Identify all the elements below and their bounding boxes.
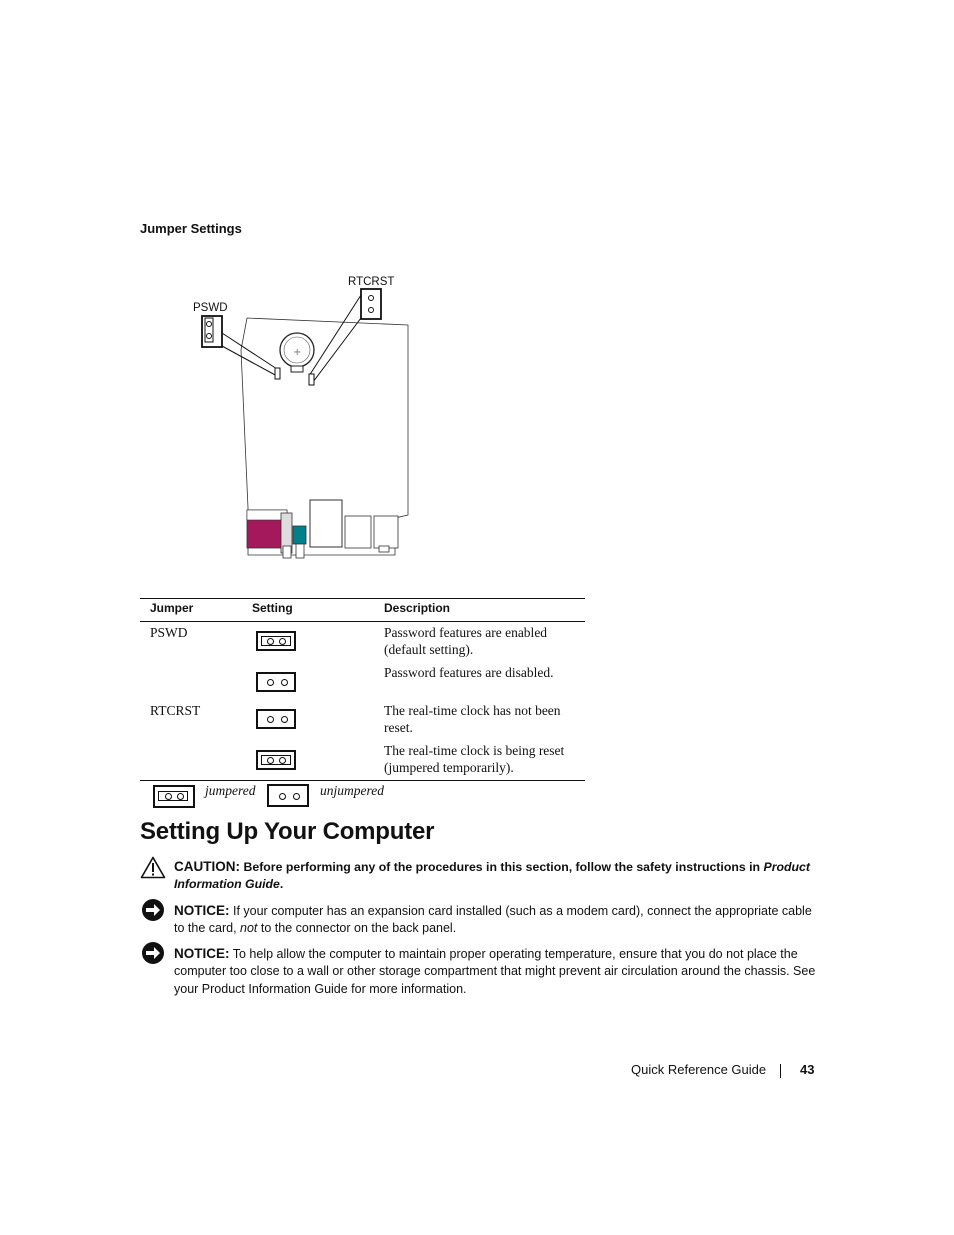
back-panel-connectors (247, 500, 398, 558)
notice-1-text: If your computer has an expansion card installed (such as a modem card), connect the appropriate cable to the card, (174, 904, 812, 936)
footer-guide-title: Quick Reference Guide (631, 1062, 767, 1077)
rtcrst-jumper-small (309, 374, 314, 385)
caution-lead: CAUTION: (174, 859, 240, 874)
jumper-diagram (185, 270, 425, 570)
notice-2-lead: NOTICE: (174, 946, 230, 961)
motherboard-illustration (185, 270, 425, 570)
header-description: Description (384, 601, 451, 615)
svg-text:+: + (293, 347, 302, 358)
legend-unjumpered-label: unjumpered (320, 783, 384, 798)
header-setting: Setting (252, 601, 293, 615)
row-3-jumper: RTCRST (150, 703, 201, 718)
rtcrst-label: RTCRST (348, 276, 395, 288)
notice-block-1 (174, 902, 819, 938)
row-4-description: The real-time clock is being reset (jumpered temporarily). (384, 743, 565, 775)
caution-icon (140, 856, 166, 879)
page-title: Setting Up Your Computer (140, 818, 435, 845)
notice-1-text-end: to the connector on the back panel. (260, 921, 457, 936)
unjumpered-icon (256, 672, 296, 692)
section-heading: Jumper Settings (140, 221, 242, 236)
notice-1-emphasis: not (240, 921, 258, 936)
header-jumper: Jumper (150, 601, 194, 615)
pswd-jumper-enlarged (202, 316, 222, 347)
caution-block (174, 858, 819, 894)
footer-separator (780, 1064, 781, 1078)
legend-jumpered-label: jumpered (205, 783, 256, 798)
pswd-label: PSWD (193, 302, 228, 314)
notice-1-lead: NOTICE: (174, 903, 230, 918)
notice-icon (141, 898, 165, 922)
caution-ref: Product (763, 860, 810, 874)
rtcrst-jumper-enlarged (361, 289, 381, 319)
table-header-rule (140, 621, 585, 622)
caution-end: . (279, 877, 284, 892)
row-3-description: The real-time clock has not been reset. (384, 703, 561, 735)
notice-2-text: To help allow the computer to maintain proper operating temperature, ensure that you do not place the computer too close to a wall or other storage compartment that might prevent air circulation around the chassis. See your Product Information Guide for more information. (174, 947, 816, 996)
pswd-jumper-small (275, 368, 280, 379)
caution-ref-cont: Information Guide (174, 877, 280, 892)
jumpered-icon (256, 631, 296, 651)
table-top-rule (140, 598, 585, 599)
row-1-description: Password features are enabled (default setting). (384, 625, 548, 657)
page-number: 43 (800, 1062, 815, 1077)
legend-unjumpered-icon (267, 784, 309, 807)
coin-battery (280, 333, 314, 372)
jumpered-icon (256, 750, 296, 770)
notice-block-2 (174, 945, 819, 998)
caution-text: Before performing any of the procedures in this section, follow the safety instructions in (243, 860, 761, 874)
row-1-jumper: PSWD (150, 625, 188, 640)
notice-icon (141, 941, 165, 965)
unjumpered-icon (256, 709, 296, 729)
row-2-description: Password features are disabled. (384, 665, 554, 680)
legend-jumpered-icon (153, 785, 195, 808)
table-bottom-rule (140, 780, 585, 781)
